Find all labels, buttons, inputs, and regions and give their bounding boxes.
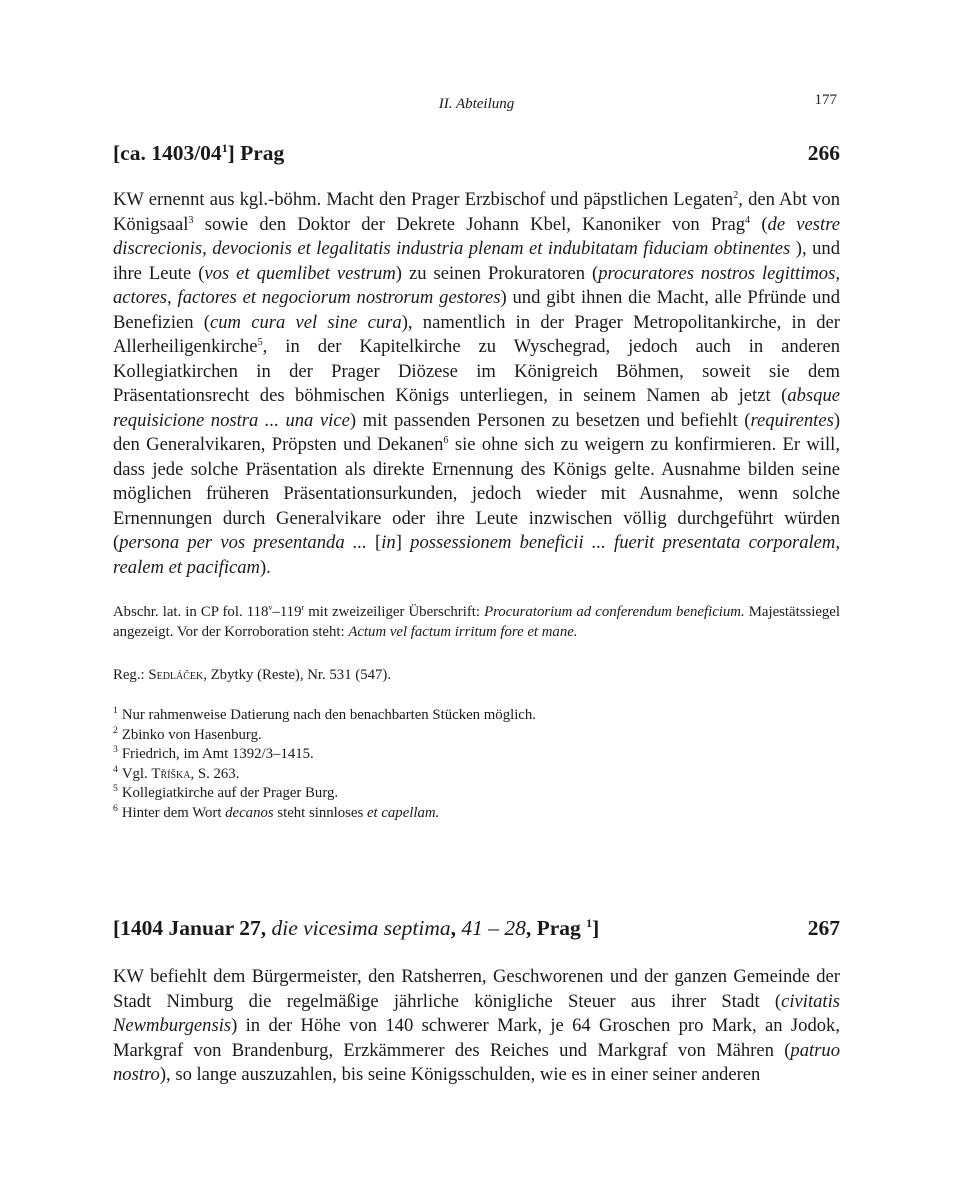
footnotes [113, 706, 840, 824]
regest-reference [113, 666, 840, 686]
text-run: Nur rahmenweise Datierung nach den benachbarten Stücken möglich. [121, 707, 536, 723]
running-head [113, 92, 840, 118]
latin-quote: absque requisicione nostra ... una vice [113, 385, 840, 431]
latin-quote: procuratores nostros legittimos, actores, factores et negociorum nostrorum gestores [113, 262, 840, 308]
text-run: mit zweizeiliger Überschrift: [304, 604, 485, 620]
footnote-2 [113, 726, 840, 746]
text-run: KW ernennt aus kgl.-böhm. Macht den Prager Erzbischof und päpstlichen Legaten [113, 189, 734, 210]
text-run: Vgl. [121, 765, 152, 782]
text-run: , Prag [525, 916, 587, 940]
document-266-date-place: [ca. $1403/04^1$] Prag [113, 140, 285, 165]
latin-quote: patruo nostro [113, 1039, 840, 1085]
text-run: [1404 Januar 27, [113, 916, 272, 940]
footnote-marker: 6 [443, 434, 449, 446]
latin-quote: Actum vel factum irritum fore et mane. [348, 623, 578, 640]
footnote-3 [113, 745, 840, 765]
document-267-date-place [113, 916, 599, 941]
footnote-marker: 4 [745, 214, 751, 226]
document-266-regest [113, 188, 840, 580]
footnote-marker: 2 [733, 189, 739, 201]
latin-quote: et capellam. [366, 804, 440, 821]
text-run: steht sinnloses [273, 804, 367, 821]
text-run: ] [395, 532, 411, 553]
source-note [113, 603, 840, 642]
latin-quote: requirentes [750, 409, 834, 431]
latin-quote: die vicesima septima [271, 916, 451, 940]
latin-quote: cum cura vel sine cura [209, 311, 402, 333]
text-run: , in der Kapitelkirche zu Wyschegrad, jedoch auch in anderen Kollegiatkirchen in der Prager Diözese im Königreich Böhmen, soweit sie dem Präsentationsrecht des böhmischen Königs unterliegen, in seinem Namen ab jetzt ( [113, 336, 840, 406]
footnote-marker: 3 [188, 214, 194, 226]
latin-quote: 41 – 28 [461, 916, 526, 940]
footnote-marker: 1 [221, 140, 228, 155]
author-name: Sedláček [148, 667, 204, 683]
text-run: ), und ihre Leute ( [113, 238, 841, 284]
text-run: –119 [272, 604, 302, 620]
footnote-number: 6 [113, 803, 118, 815]
footnote-number: 3 [113, 744, 118, 756]
text-run: ] [592, 916, 600, 940]
footnote-5 [113, 784, 840, 804]
text-run: Kollegiatkirche auf der Prager Burg. [121, 785, 339, 802]
footnote-1 [113, 706, 840, 726]
text-run: ) zu seinen Prokuratoren ( [395, 262, 599, 284]
text-run: , [450, 916, 462, 940]
text-run: ) in der Höhe von 140 schwerer Mark, je 64 Groschen pro Mark, an Jodok, Markgraf von Brandenburg, Erzkämmerer des Reiches und Markgraf von Mähren ( [113, 1015, 840, 1061]
footnote-marker: r [301, 603, 305, 613]
document-266-number: 266 [807, 141, 840, 165]
text-run: Hinter dem Wort [121, 804, 226, 821]
text-run: , S. 263. [190, 765, 240, 782]
footnote-number: 1 [113, 705, 118, 717]
text-run: ). [259, 556, 271, 578]
text-run: ), so lange auszuzahlen, bis seine Königsschulden, wie es in einer seiner anderen [159, 1064, 761, 1085]
text-run: KW befiehlt dem Bürgermeister, den Ratsherren, Geschworenen und der ganzen Gemeinde der Stadt Nimburg die regelmäßige jährliche königliche Steuer aus ihrer Stadt ( [113, 966, 840, 1012]
running-title: II. Abteilung [438, 96, 515, 112]
text-run: ) und gibt ihnen die Macht, alle Pfründe und Benefizien ( [113, 287, 840, 333]
footnote-marker: 5 [257, 336, 263, 348]
latin-quote: persona per vos presentanda ... [119, 532, 376, 553]
latin-quote: decanos [225, 804, 274, 821]
text-run: ( [750, 213, 768, 235]
latin-quote: Procuratorium ad conferendum beneficium. [484, 604, 745, 620]
document-267-regest [113, 965, 840, 1088]
footnote-marker: 1 [586, 915, 593, 930]
text-run: Reg.: [113, 667, 149, 683]
regest-text [113, 188, 840, 580]
latin-quote: in [381, 532, 396, 553]
text-run: , Zbytky (Reste), Nr. 531 (547). [203, 667, 392, 683]
text-run: ) mit passenden Personen zu besetzen und befiehlt ( [349, 409, 751, 431]
text-run: Friedrich, im Amt 1392/3–1415. [121, 746, 314, 763]
footnote-number: 4 [113, 763, 118, 775]
latin-quote: vos et quemlibet vestrum [204, 262, 396, 284]
footnote-marker: v [268, 603, 273, 613]
regest-text [113, 965, 840, 1088]
document-267-number: 267 [807, 916, 840, 940]
text-run: , den Abt von Königsaal [113, 189, 840, 235]
text-run: sie ohne sich zu weigern zu konfirmieren. Er will, dass jede solche Präsentation als direkte Ernennung des Königs gelte. Ausnahme bilden seine möglichen früheren Präsentationsurkunden, jedoch wieder mit Ausnahme, wenn solche Ernennungen durch Generalvikare oder ihre Leute inzwischen völlig durchgeführt würden ( [113, 434, 840, 553]
footnote-number: 5 [113, 783, 118, 795]
text-run: Zbinko von Hasenburg. [121, 726, 262, 743]
text-run: ), namentlich in der Prager Metropolitankirche, in der Allerheiligenkirche [113, 311, 840, 357]
latin-quote: civitatis Newmburgensis [113, 990, 840, 1036]
footnote-4 [113, 765, 840, 785]
author-name: Tříška [151, 765, 191, 782]
latin-quote: possessionem beneficii ... fuerit presentata corporalem, realem et pacificam [113, 532, 841, 578]
page-number: 177 [814, 92, 837, 108]
text-run: Majestätssiegel angezeigt. Vor der Korroboration steht: [113, 604, 840, 640]
footnote-number: 2 [113, 724, 118, 736]
text-run: [ [375, 532, 382, 553]
text-run: ) den Generalvikaren, Pröpsten und Dekanen [113, 409, 841, 455]
footnote-6 [113, 804, 840, 824]
text-run: sowie den Doktor der Dekrete Johann Kbel, Kanoniker von Prag [193, 213, 746, 235]
text-run: Abschr. lat. in CP fol. 118 [113, 604, 269, 620]
latin-quote: de vestre discrecionis, devocionis et legalitatis industria plenam et indubitatam fiduciam obtinentes [113, 213, 841, 259]
